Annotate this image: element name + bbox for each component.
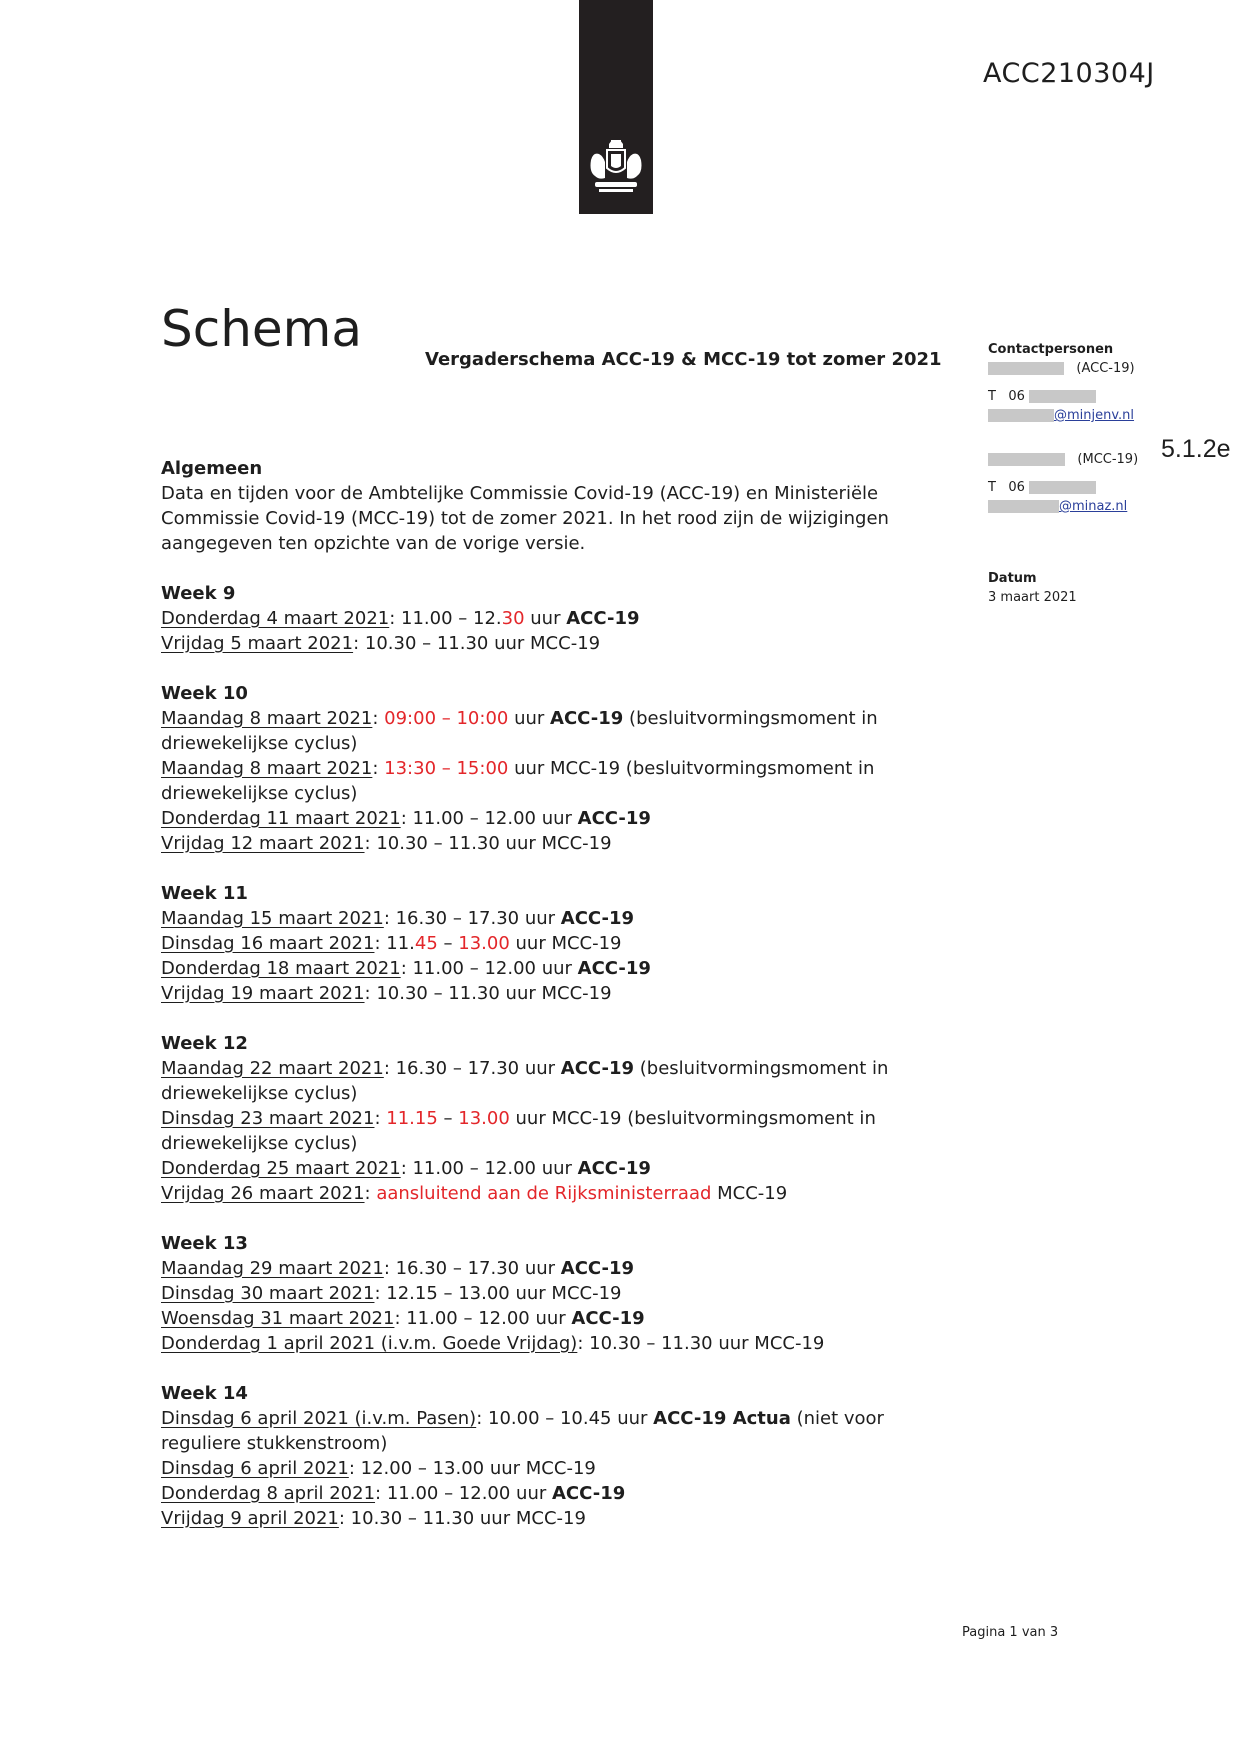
meeting-date: Dinsdag 16 maart 2021 (161, 933, 375, 954)
meeting-entry (161, 1331, 951, 1356)
meeting-date: Donderdag 18 maart 2021 (161, 958, 401, 979)
week-section (161, 1381, 951, 1531)
week-heading: Week 14 (161, 1383, 248, 1404)
meeting-detail: : 11.00 – 12.00 uur (375, 1483, 552, 1504)
page-number: Pagina 1 van 3 (962, 1625, 1059, 1640)
meeting-detail: : 10.30 – 11.30 uur MCC-19 (353, 633, 601, 654)
meeting-entry (161, 906, 951, 931)
meeting-date: Vrijdag 5 maart 2021 (161, 633, 354, 654)
committee-label: ACC-19 (551, 1483, 626, 1504)
intro-section (161, 456, 951, 556)
meeting-detail: – (437, 933, 459, 954)
meeting-detail: : 10.00 – 10.45 uur (476, 1408, 654, 1429)
meeting-detail: uur MCC-19 (besluitvormingsmoment in driewekelijkse cyclus) (161, 1108, 876, 1154)
redaction-block (988, 362, 1064, 375)
redaction-block (1029, 390, 1096, 403)
intro-text: Data en tijden voor de Ambtelijke Commissie Covid-19 (ACC-19) en Ministeriële Commissie Covid-19 (MCC-19) tot de zomer 2021. In het rood zijn de wijzigingen aangegeven ten opzichte van de vorige versie. (161, 483, 889, 554)
meeting-entry (161, 1506, 951, 1531)
meeting-date: Dinsdag 23 maart 2021 (161, 1108, 375, 1129)
meeting-detail: : 10.30 – 11.30 uur MCC-19 (338, 1508, 586, 1529)
week-heading: Week 13 (161, 1233, 248, 1254)
meeting-detail: : 10.30 – 11.30 uur MCC-19 (364, 833, 612, 854)
meeting-date: Maandag 8 maart 2021 (161, 708, 373, 729)
email-link-minjenv[interactable]: @minjenv.nl (1054, 408, 1135, 423)
meeting-detail: – (437, 1108, 459, 1129)
meeting-date: Dinsdag 6 april 2021 (i.v.m. Pasen) (161, 1408, 477, 1429)
meeting-detail: : 11.00 – 12.00 uur (400, 1158, 578, 1179)
meeting-entry (161, 1406, 951, 1456)
week-section (161, 1031, 951, 1206)
date-value: 3 maart 2021 (988, 590, 1077, 605)
week-section (161, 681, 951, 856)
meeting-entry (161, 1156, 951, 1181)
email-link-minaz[interactable]: @minaz.nl (1059, 499, 1128, 514)
meeting-detail: : 10.30 – 11.30 uur MCC-19 (364, 983, 612, 1004)
committee-label: ACC-19 (566, 608, 640, 629)
meeting-detail: : (372, 708, 385, 729)
contacts-label: Contactpersonen (988, 342, 1114, 357)
meeting-entry (161, 831, 951, 856)
meeting-detail: : (364, 1183, 377, 1204)
meeting-entry (161, 1106, 951, 1156)
meeting-detail: (besluitvormingsmoment in driewekelijkse cyclus) (161, 708, 878, 754)
meeting-date: Dinsdag 30 maart 2021 (161, 1283, 375, 1304)
weeks-list (161, 581, 951, 1531)
changed-text: 11.15 (386, 1108, 438, 1129)
sidebar (988, 340, 1188, 607)
meeting-detail: : 10.30 – 11.30 uur MCC-19 (577, 1333, 825, 1354)
committee-label: ACC-19 (560, 908, 635, 929)
meeting-detail: uur MCC-19 (509, 933, 622, 954)
meeting-detail: : 11.00 – 12.00 uur (394, 1308, 572, 1329)
meeting-entry (161, 1281, 951, 1306)
meeting-entry (161, 606, 951, 631)
document-code: ACC210304J (983, 58, 1155, 89)
meeting-entry (161, 956, 951, 981)
intro-heading: Algemeen (161, 458, 263, 479)
week-section (161, 1231, 951, 1356)
meeting-detail: (besluitvormingsmoment in driewekelijkse cyclus) (161, 1058, 889, 1104)
meeting-date: Vrijdag 26 maart 2021 (161, 1183, 365, 1204)
committee-label: ACC-19 (560, 1258, 635, 1279)
coat-of-arms-icon (585, 138, 647, 198)
meeting-date: Vrijdag 12 maart 2021 (161, 833, 365, 854)
redaction-block (988, 500, 1059, 513)
meeting-date: Maandag 29 maart 2021 (161, 1258, 384, 1279)
meeting-entry (161, 981, 951, 1006)
week-heading: Week 10 (161, 683, 248, 704)
meeting-entry (161, 1481, 951, 1506)
meeting-entry (161, 806, 951, 831)
meeting-detail: : 16.30 – 17.30 uur (383, 1258, 561, 1279)
changed-text: 30 (501, 608, 525, 629)
meeting-date: Maandag 22 maart 2021 (161, 1058, 384, 1079)
meeting-detail: : 16.30 – 17.30 uur (383, 1058, 561, 1079)
meeting-entry (161, 756, 951, 806)
meeting-entry (161, 931, 951, 956)
meeting-date: Maandag 15 maart 2021 (161, 908, 384, 929)
meeting-date: Woensdag 31 maart 2021 (161, 1308, 395, 1329)
meeting-entry (161, 1306, 951, 1331)
meeting-detail: : (372, 758, 385, 779)
changed-text: 09:00 – 10:00 (384, 708, 509, 729)
meeting-detail: : 11.00 – 12.00 uur (400, 808, 578, 829)
meeting-date: Donderdag 25 maart 2021 (161, 1158, 401, 1179)
meeting-date: Donderdag 1 april 2021 (i.v.m. Goede Vrijdag) (161, 1333, 578, 1354)
phone-number: 06 (1008, 480, 1025, 495)
week-heading: Week 11 (161, 883, 248, 904)
week-heading: Week 12 (161, 1033, 248, 1054)
meeting-date: Maandag 8 maart 2021 (161, 758, 373, 779)
changed-text: 13:30 – 15:00 (384, 758, 509, 779)
meeting-detail: : (374, 1108, 387, 1129)
week-section (161, 881, 951, 1006)
page-title: Schema (161, 300, 363, 358)
meeting-detail: : 11.00 – 12.00 uur (400, 958, 578, 979)
phone-number: 06 (1008, 389, 1025, 404)
committee-label: ACC-19 Actua (653, 1408, 791, 1429)
redaction-block (988, 409, 1054, 422)
committee-label: ACC-19 (577, 1158, 651, 1179)
changed-text: 13.00 (458, 933, 510, 954)
contact-acc (988, 359, 1188, 425)
week-section (161, 581, 951, 656)
meeting-detail: uur (524, 608, 567, 629)
meeting-detail: : 12.00 – 13.00 uur MCC-19 (348, 1458, 596, 1479)
meeting-detail: : 12.15 – 13.00 uur MCC-19 (374, 1283, 622, 1304)
committee-label: ACC-19 (577, 958, 651, 979)
changed-text: 45 (414, 933, 438, 954)
meeting-entry (161, 1256, 951, 1281)
redaction-code: 5.1.2e (1161, 435, 1231, 463)
meeting-date: Donderdag 8 april 2021 (161, 1483, 376, 1504)
week-heading: Week 9 (161, 583, 236, 604)
meeting-entry (161, 1056, 951, 1106)
meeting-detail: : 11.00 – 12. (389, 608, 502, 629)
main-content (161, 456, 951, 1556)
changed-text: 13.00 (458, 1108, 510, 1129)
contact-role: (ACC-19) (1076, 361, 1135, 376)
meeting-entry (161, 706, 951, 756)
meeting-detail: : 11. (374, 933, 415, 954)
phone-prefix: T (988, 389, 996, 404)
redaction-block (988, 453, 1065, 466)
contact-mcc (988, 450, 1188, 516)
meeting-entry (161, 1181, 951, 1206)
meeting-date: Vrijdag 9 april 2021 (161, 1508, 339, 1529)
committee-label: ACC-19 (550, 708, 624, 729)
redaction-block (1029, 481, 1096, 494)
meeting-date: Vrijdag 19 maart 2021 (161, 983, 365, 1004)
committee-label: ACC-19 (577, 808, 651, 829)
meeting-entry (161, 1456, 951, 1481)
meeting-date: Donderdag 11 maart 2021 (161, 808, 401, 829)
date-label: Datum (988, 571, 1037, 586)
logo-bar (579, 0, 653, 214)
phone-prefix: T (988, 480, 996, 495)
meeting-entry (161, 631, 951, 656)
meeting-detail: MCC-19 (711, 1183, 788, 1204)
changed-text: aansluitend aan de Rijksministerraad (376, 1183, 712, 1204)
contact-role: (MCC-19) (1077, 452, 1139, 467)
committee-label: ACC-19 (571, 1308, 645, 1329)
meeting-detail: uur MCC-19 (besluitvormingsmoment in driewekelijkse cyclus) (161, 758, 875, 804)
meeting-detail: (niet voor reguliere stukkenstroom) (161, 1408, 884, 1454)
meeting-date: Donderdag 4 maart 2021 (161, 608, 390, 629)
committee-label: ACC-19 (560, 1058, 635, 1079)
meeting-date: Dinsdag 6 april 2021 (161, 1458, 349, 1479)
document-subtitle: Vergaderschema ACC-19 & MCC-19 tot zomer 2021 (425, 349, 942, 370)
meeting-detail: : 16.30 – 17.30 uur (383, 908, 561, 929)
meeting-detail: uur (508, 708, 551, 729)
